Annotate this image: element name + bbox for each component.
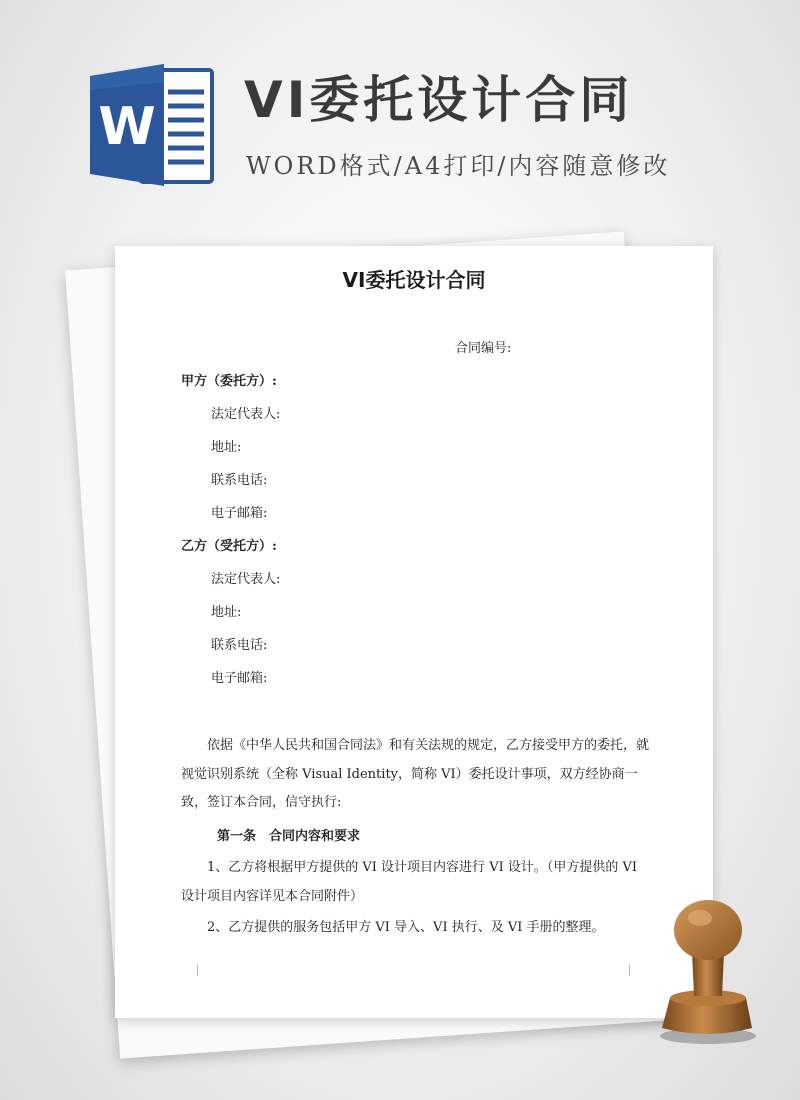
party-a-legal-rep: 法定代表人:	[211, 407, 281, 422]
party-b-heading: 乙方（受托方）:	[181, 539, 277, 554]
page-title: VI委托设计合同	[244, 71, 634, 129]
party-a-heading: 甲方（委托方）:	[181, 374, 277, 389]
word-logo-letter: W	[98, 97, 156, 157]
clause-2: 2、乙方提供的服务包括甲方 VI 导入、VI 执行、及 VI 手册的整理。	[207, 920, 605, 935]
article-1-heading: 第一条 合同内容和要求	[217, 829, 361, 844]
wooden-stamp-icon	[648, 878, 768, 1048]
party-a-address: 地址:	[211, 440, 242, 455]
party-a-email: 电子邮箱:	[211, 506, 268, 521]
margin-mark-right	[629, 964, 630, 976]
intro-paragraph: 依据《中华人民共和国合同法》和有关法规的规定，乙方接受甲方的委托，就视觉识别系统（全称 Visual Identity，简称 VI）委托设计事项，双方经协商一致，签订本合同，信守执行:	[181, 738, 650, 810]
page-subtitle: WORD格式/A4打印/内容随意修改	[246, 152, 671, 180]
document-title: VI委托设计合同	[342, 268, 486, 292]
party-b-legal-rep: 法定代表人:	[211, 572, 281, 587]
word-logo-icon	[88, 62, 216, 188]
document-page	[115, 246, 713, 1018]
party-a-phone: 联系电话:	[211, 473, 268, 488]
margin-mark-left	[197, 964, 198, 976]
party-b-address: 地址:	[211, 605, 242, 620]
party-b-email: 电子邮箱:	[211, 671, 268, 686]
party-b-phone: 联系电话:	[211, 638, 268, 653]
contract-number-label: 合同编号:	[455, 341, 512, 356]
clause-1: 1、乙方将根据甲方提供的 VI 设计项目内容进行 VI 设计。（甲方提供的 VI 设计项目内容详见本合同附件）	[181, 860, 638, 904]
